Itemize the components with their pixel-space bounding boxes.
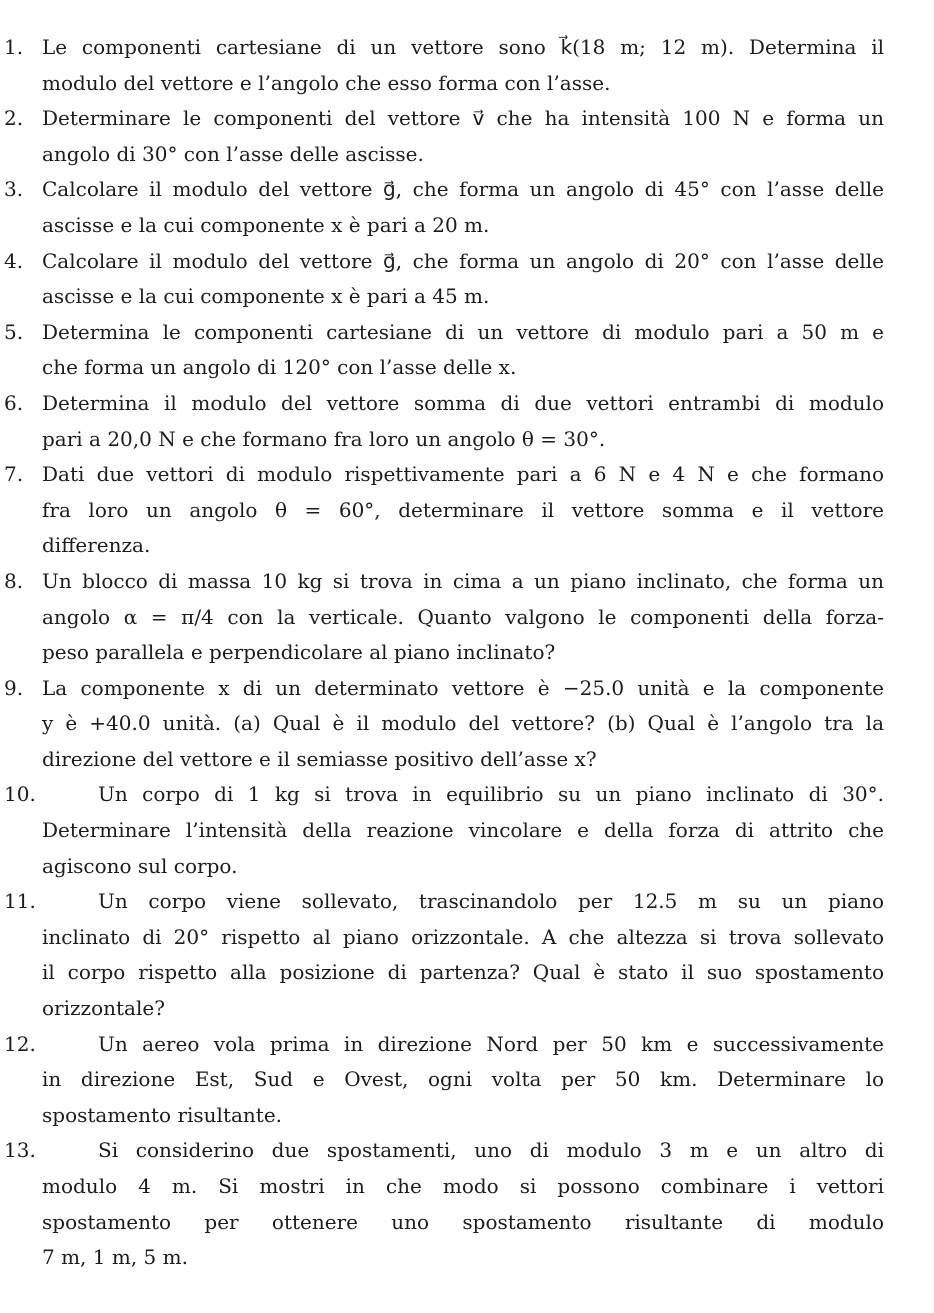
- exercise-line: modulo del vettore e l’angolo che esso forma con l’asse.: [42, 70, 611, 95]
- exercise-line: angolo di 30° con l’asse delle ascisse.: [42, 141, 424, 166]
- exercise-11: [0, 884, 934, 1026]
- exercise-4: [0, 244, 934, 315]
- exercise-line: che forma un angolo di 120° con l’asse delle x.: [42, 355, 517, 380]
- exercise-line: Calcolare il modulo del vettore g⃗, che forma un angolo di 45° con l’asse delle: [42, 177, 884, 202]
- exercise-number: 4.: [4, 248, 24, 273]
- exercise-line: Determina il modulo del vettore somma di due vettori entrambi di modulo: [42, 390, 884, 415]
- exercise-line: Determina le componenti cartesiane di un vettore di modulo pari a 50 m e: [42, 319, 884, 344]
- exercise-line: orizzontale?: [42, 996, 165, 1021]
- exercise-line: spostamento per ottenere uno spostamento risultante di modulo: [42, 1209, 884, 1234]
- exercise-sheet: [0, 30, 934, 1276]
- exercise-9: [0, 671, 934, 778]
- exercise-line: Un blocco di massa 10 kg si trova in cima a un piano inclinato, che forma un: [42, 568, 884, 593]
- exercise-line: modulo 4 m. Si mostri in che modo si possono combinare i vettori: [42, 1174, 884, 1198]
- exercise-number: 6.: [4, 390, 24, 415]
- exercise-3: [0, 172, 934, 243]
- exercise-number: 1.: [4, 35, 24, 59]
- exercise-line: il corpo rispetto alla posizione di partenza? Qual è stato il suo spostamento: [42, 960, 884, 985]
- exercise-line: Le componenti cartesiane di un vettore sono k⃗(18 m; 12 m). Determina il: [42, 35, 884, 59]
- exercise-number: 13.: [4, 1138, 36, 1163]
- exercise-line: Un corpo viene sollevato, trascinandolo per 12.5 m su un piano: [98, 889, 884, 914]
- exercise-6: [0, 386, 934, 457]
- exercise-line: La componente x di un determinato vettore è −25.0 unità e la componente: [42, 675, 884, 700]
- exercise-line: Determinare le componenti del vettore v⃗ che ha intensità 100 N e forma un: [42, 106, 884, 131]
- exercise-line: angolo α = π/4 con la verticale. Quanto valgono le componenti della forza-: [42, 604, 884, 629]
- exercise-line: spostamento risultante.: [42, 1102, 283, 1127]
- exercise-number: 3.: [4, 177, 24, 202]
- exercise-line: Un aereo vola prima in direzione Nord per 50 km e successivamente: [98, 1031, 884, 1056]
- exercise-line: pari a 20,0 N e che formano fra loro un angolo θ = 30°.: [42, 426, 606, 451]
- exercise-line: direzione del vettore e il semiasse positivo dell’asse x?: [42, 746, 597, 771]
- exercise-number: 12.: [4, 1031, 36, 1056]
- exercise-number: 11.: [4, 889, 36, 914]
- exercise-7: [0, 457, 934, 564]
- exercise-line: Si considerino due spostamenti, uno di modulo 3 m e un altro di: [98, 1138, 884, 1163]
- exercise-number: 7.: [4, 462, 24, 487]
- exercise-line: Determinare l’intensità della reazione vincolare e della forza di attrito che: [42, 818, 884, 843]
- exercise-line: 7 m, 1 m, 5 m.: [42, 1245, 188, 1270]
- exercise-line: peso parallela e perpendicolare al piano inclinato?: [42, 640, 556, 665]
- exercise-10: [0, 777, 934, 884]
- exercise-line: fra loro un angolo θ = 60°, determinare il vettore somma e il vettore: [42, 497, 884, 522]
- exercise-line: agiscono sul corpo.: [42, 853, 238, 878]
- exercise-line: differenza.: [42, 533, 151, 558]
- exercise-number: 10.: [4, 782, 36, 807]
- exercise-1: [0, 30, 934, 101]
- exercise-line: Dati due vettori di modulo rispettivamente pari a 6 N e 4 N e che formano: [42, 462, 884, 487]
- exercise-line: y è +40.0 unità. (a) Qual è il modulo del vettore? (b) Qual è l’angolo tra la: [42, 711, 884, 736]
- exercise-13: [0, 1133, 934, 1275]
- exercise-12: [0, 1027, 934, 1134]
- exercise-line: inclinato di 20° rispetto al piano orizzontale. A che altezza si trova sollevato: [42, 924, 884, 949]
- exercise-line: ascisse e la cui componente x è pari a 20 m.: [42, 212, 490, 237]
- exercise-line: Calcolare il modulo del vettore g⃗, che forma un angolo di 20° con l’asse delle: [42, 248, 884, 273]
- exercise-2: [0, 101, 934, 172]
- exercise-number: 5.: [4, 319, 24, 344]
- exercise-line: in direzione Est, Sud e Ovest, ogni volta per 50 km. Determinare lo: [42, 1067, 884, 1092]
- exercise-number: 8.: [4, 568, 24, 593]
- exercise-number: 9.: [4, 675, 24, 700]
- exercise-5: [0, 315, 934, 386]
- exercise-8: [0, 564, 934, 671]
- exercise-line: Un corpo di 1 kg si trova in equilibrio su un piano inclinato di 30°.: [98, 782, 884, 807]
- exercise-line: ascisse e la cui componente x è pari a 45 m.: [42, 284, 490, 309]
- exercise-number: 2.: [4, 106, 24, 131]
